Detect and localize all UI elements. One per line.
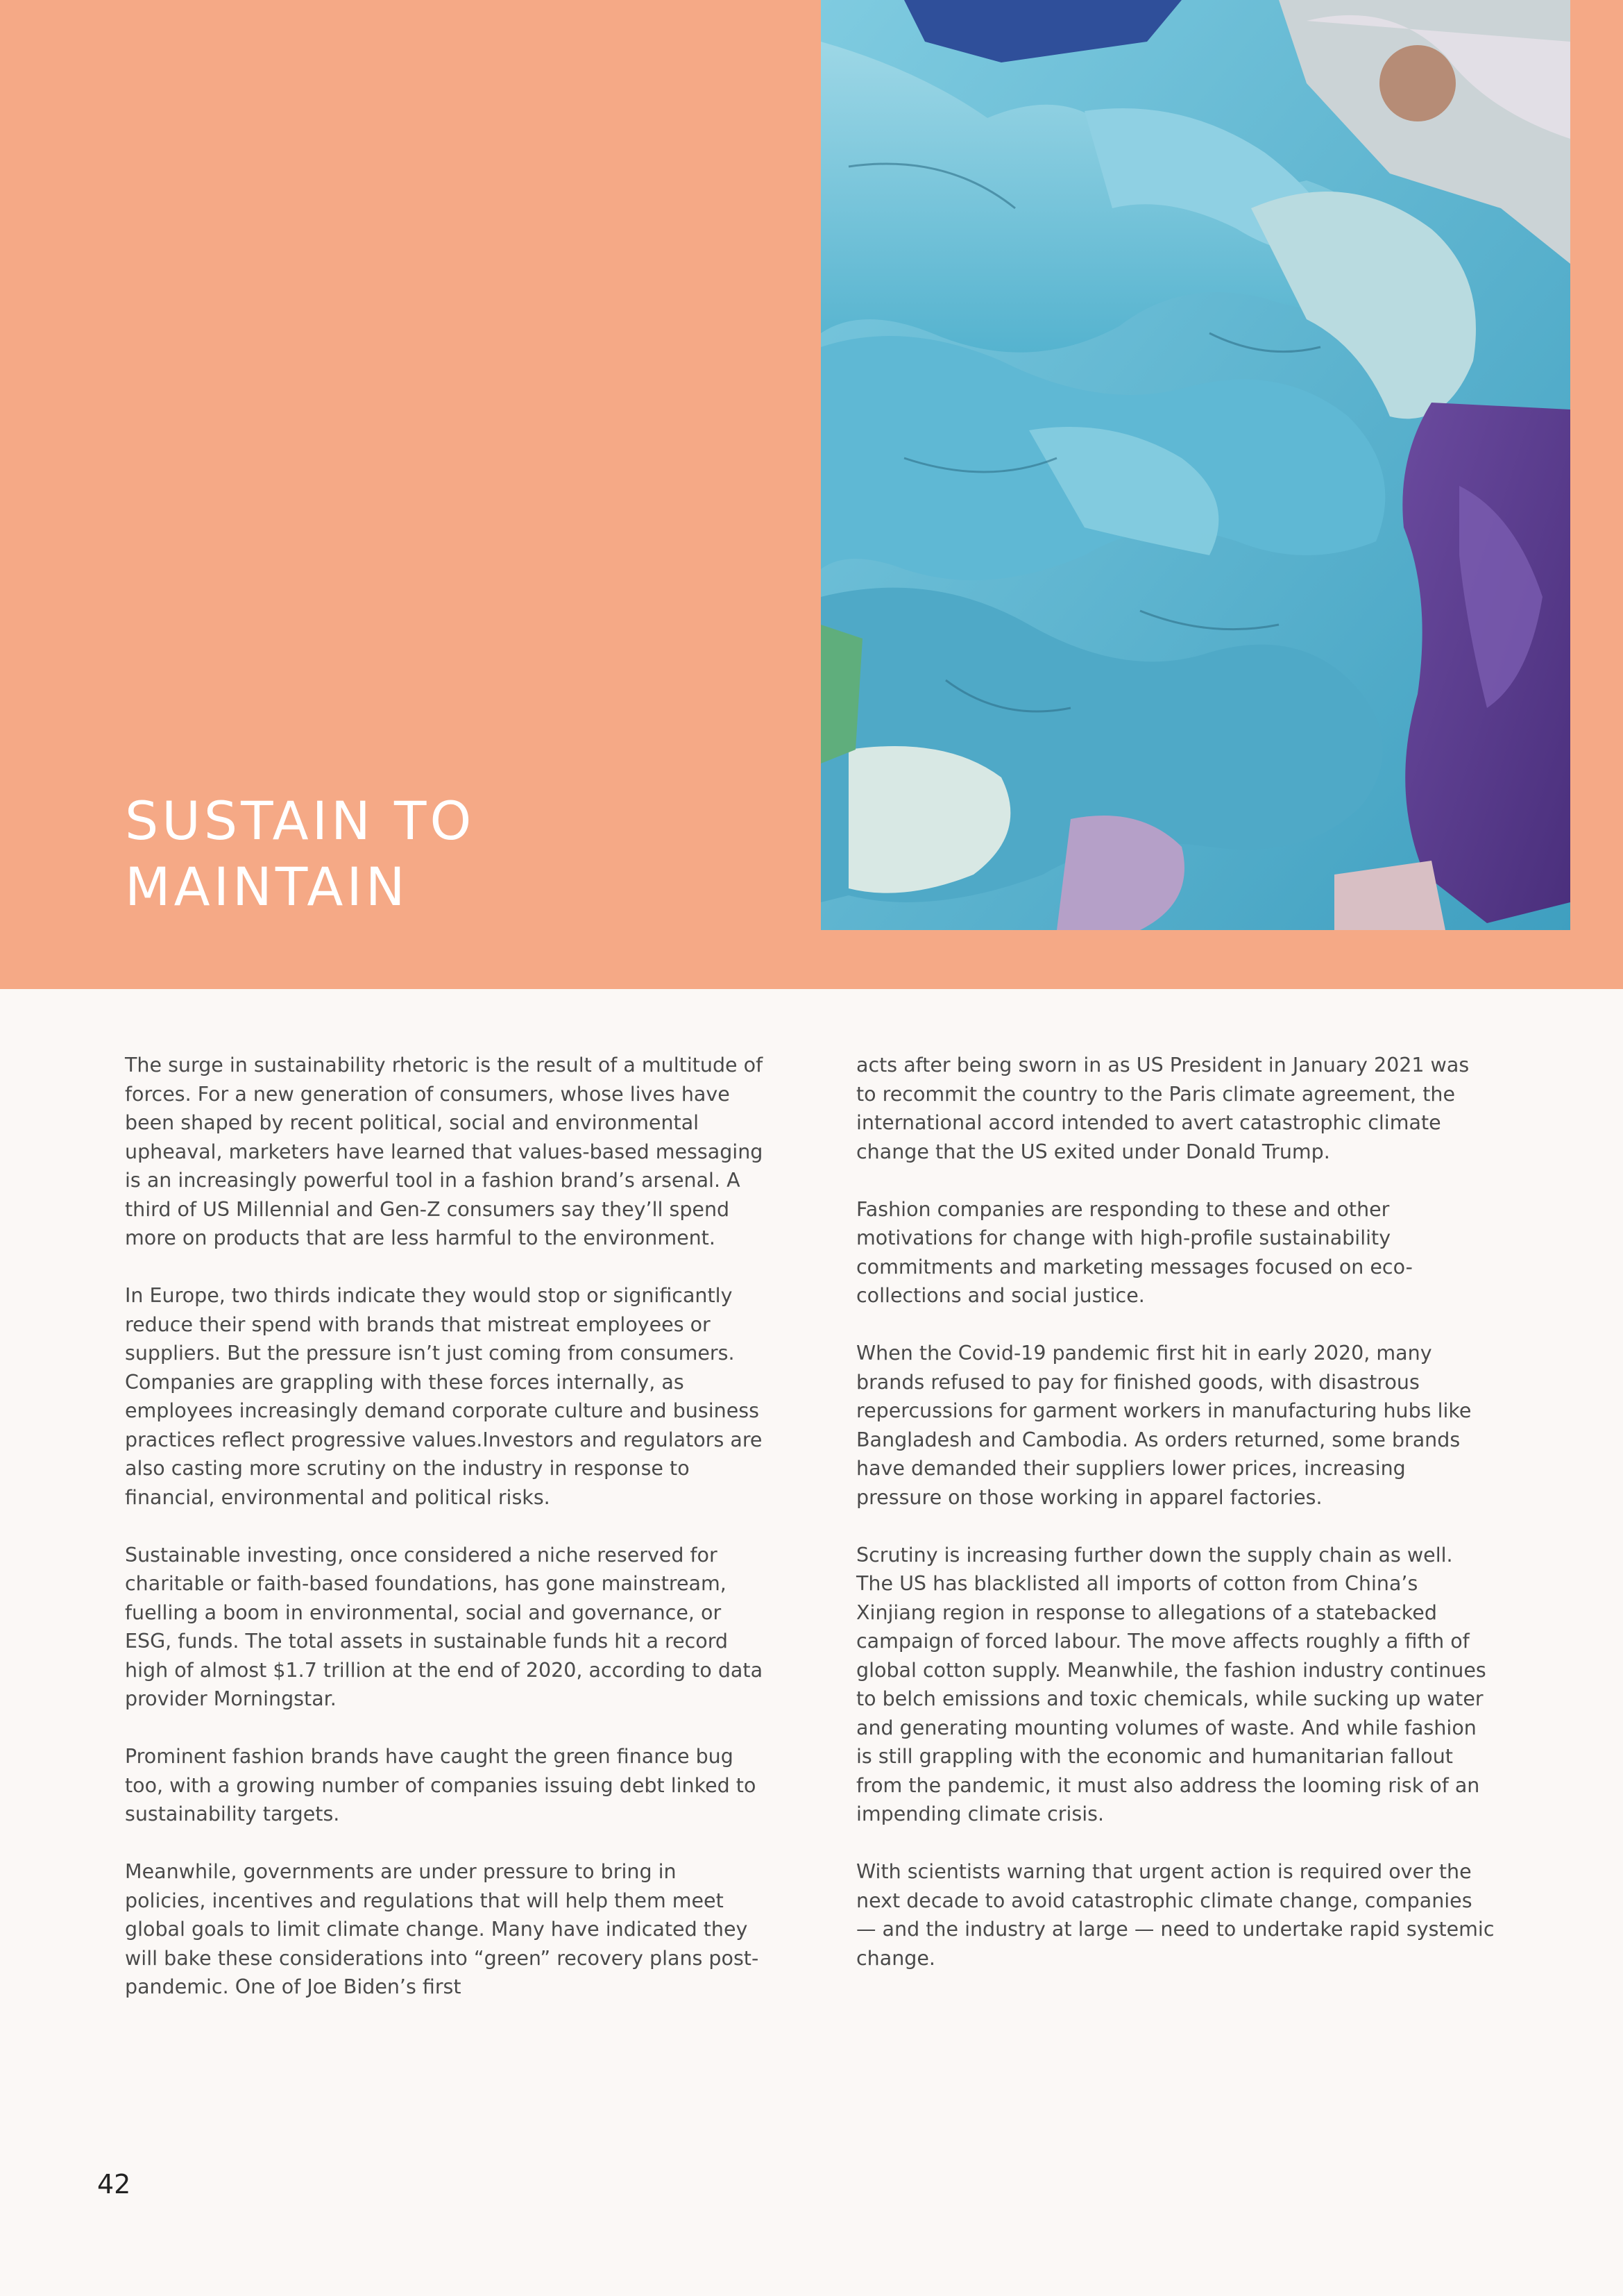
paragraph: Scrutiny is increasing further down the supply chain as well. The US has blacklisted all imports of cotton from China’s Xinjiang region in response to allegations of a statebacked campaign of forced labour. The move affects roughly a fifth of global cotton supply. Meanwhile, the fashion industry continues to belch emissions and toxic chemicals, while sucking up water and generating mounting volumes of waste. And while fashion is still grappling with the economic and humanitarian fallout from the pandemic, it must also address the looming risk of an impending climate crisis. — [856, 1543, 1486, 1825]
article-right-column — [856, 1051, 1495, 2002]
title-line-1: SUSTAIN TO — [125, 790, 475, 852]
paragraph: In Europe, two thirds indicate they would stop or significantly reduce their spend with brands that mistreat employees or suppliers. But the pressure isn’t just coming from consumers. Companies are grappling with these forces internally, as employees increasingly demand corporate culture and business practices reflect progressive values.Investors and regulators are also casting more scrutiny on the industry in response to financial, environmental and political risks. — [125, 1284, 763, 1509]
paragraph: When the Covid-19 pandemic first hit in early 2020, many brands refused to pay for finished goods, with disastrous repercussions for garment workers in manufacturing hubs like Bangladesh and Cambodia. As orders returned, some brands have demanded their suppliers lower prices, increasing pressure on those working in apparel factories. — [856, 1342, 1472, 1509]
paragraph: The surge in sustainability rhetoric is the result of a multitude of forces. For a new generation of consumers, whose lives have been shaped by recent political, social and environmental upheaval, marketers have learned that values-based messaging is an increasingly powerful tool in a fashion brand’s arsenal. A third of US Millennial and Gen-Z consumers say they’ll spend more on products that are less harmful to the environment. — [125, 1054, 763, 1249]
paragraph: Sustainable investing, once considered a niche reserved for charitable or faith-based foundations, has gone mainstream, fuelling a boom in environmental, social and governance, or ESG, funds. The total assets in sustainable funds hit a record high of almost $1.7 trillion at the end of 2020, according to data provider Morningstar. — [125, 1543, 763, 1710]
paragraph: Prominent fashion brands have caught the green finance bug too, with a growing number of companies issuing debt linked to sustainability targets. — [125, 1745, 756, 1825]
page-title — [125, 788, 475, 920]
clothing-illustration — [821, 0, 1570, 930]
page-number: 42 — [97, 2169, 131, 2200]
article-left-column — [125, 1051, 763, 2030]
paragraph: Fashion companies are responding to these and other motivations for change with high-profile sustainability commitments and marketing messages focused on eco-collections and social justice. — [856, 1197, 1413, 1307]
paragraph: acts after being sworn in as US President in January 2021 was to recommit the country to the Paris climate agreement, the international accord intended to avert catastrophic climate change that the US exited under Donald Trump. — [856, 1054, 1470, 1163]
paragraph: With scientists warning that urgent action is required over the next decade to avoid catastrophic climate change, companies — and the industry at large — need to undertake rapid systemic change. — [856, 1860, 1495, 1970]
title-line-2: MAINTAIN — [125, 856, 409, 918]
paragraph: Meanwhile, governments are under pressure to bring in policies, incentives and regulations that will help them meet global goals to limit climate change. Many have indicated they will bake these considerations into “green” recovery plans post-pandemic. One of Joe Biden’s first — [125, 1860, 759, 1998]
clothing-pile-photo — [821, 0, 1570, 930]
